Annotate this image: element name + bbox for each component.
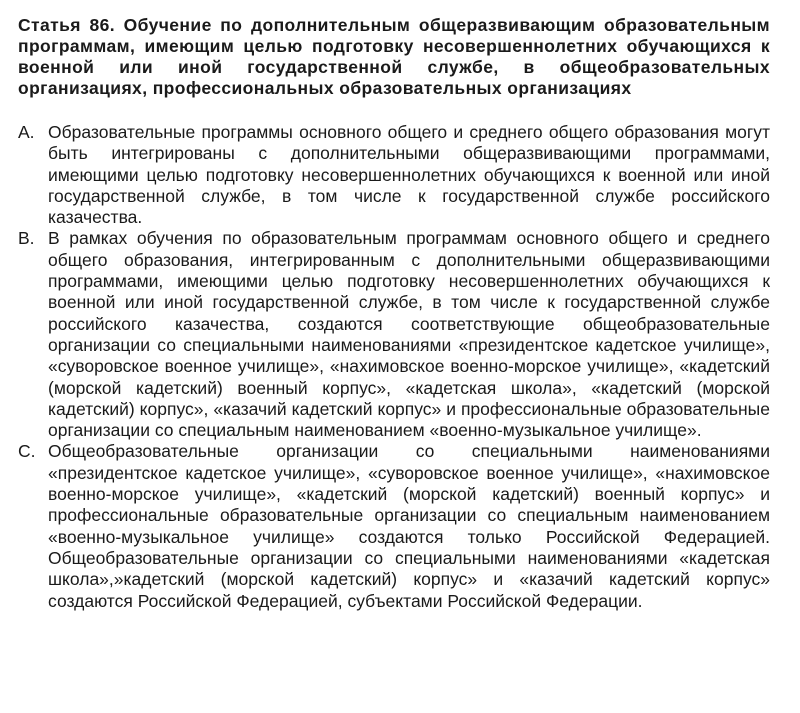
item-letter: C. [18, 441, 36, 462]
item-letter: B. [18, 228, 35, 249]
item-text: Образовательные программы основного общего и среднего общего образования могут быть интегрированы с дополнительными общеразвивающими программами, имеющими целью подготовку несовершеннолетних обучающихся к военной или иной государственной службе, в том числе к государственной службе российского казачества. [48, 122, 770, 228]
list-item [18, 122, 770, 228]
list-item [18, 228, 770, 441]
item-text: Общеобразовательные организации со специальными наименованиями «президентское кадетское училище», «суворовское военное училище», «нахимовское военно-морское училище», «кадетский (морской кадетский) военный корпус» и профессиональные образовательные организации со специальным наименованием «военно-музыкальное училище» создаются только Российской Федерацией. Общеобразовательные организации со специальными наименованиями «кадетская школа»,»кадетский (морской кадетский) корпус» и «казачий кадетский корпус» создаются Российской Федерацией, субъектами Российской Федерации. [48, 441, 770, 611]
list-item [18, 441, 770, 611]
item-text: В рамках обучения по образовательным программам основного общего и среднего общего образования, интегрированным с дополнительными общеразвивающими программами, имеющими целью подготовку несовершеннолетних обучающихся к военной или иной государственной службе, в том числе к государственной службе российского казачества, создаются соответствующие общеобразовательные организации со специальными наименованиями «президентское кадетское училище», «суворовское военное училище», «нахимовское военно-морское училище», «кадетский (морской кадетский) военный корпус», «кадетская школа», «кадетский (морской кадетский) корпус», «казачий кадетский корпус» и профессиональные образовательные организации со специальным наименованием «военно-музыкальное училище». [48, 228, 770, 441]
article-title: Статья 86. Обучение по дополнительным общеразвивающим образовательным программам, имеющим целью подготовку несовершеннолетних обучающихся к военной или иной государственной службе, в общеобразовательных организациях, профессиональных образовательных организациях [18, 15, 770, 98]
item-letter: A. [18, 122, 35, 142]
article-items [18, 122, 770, 612]
